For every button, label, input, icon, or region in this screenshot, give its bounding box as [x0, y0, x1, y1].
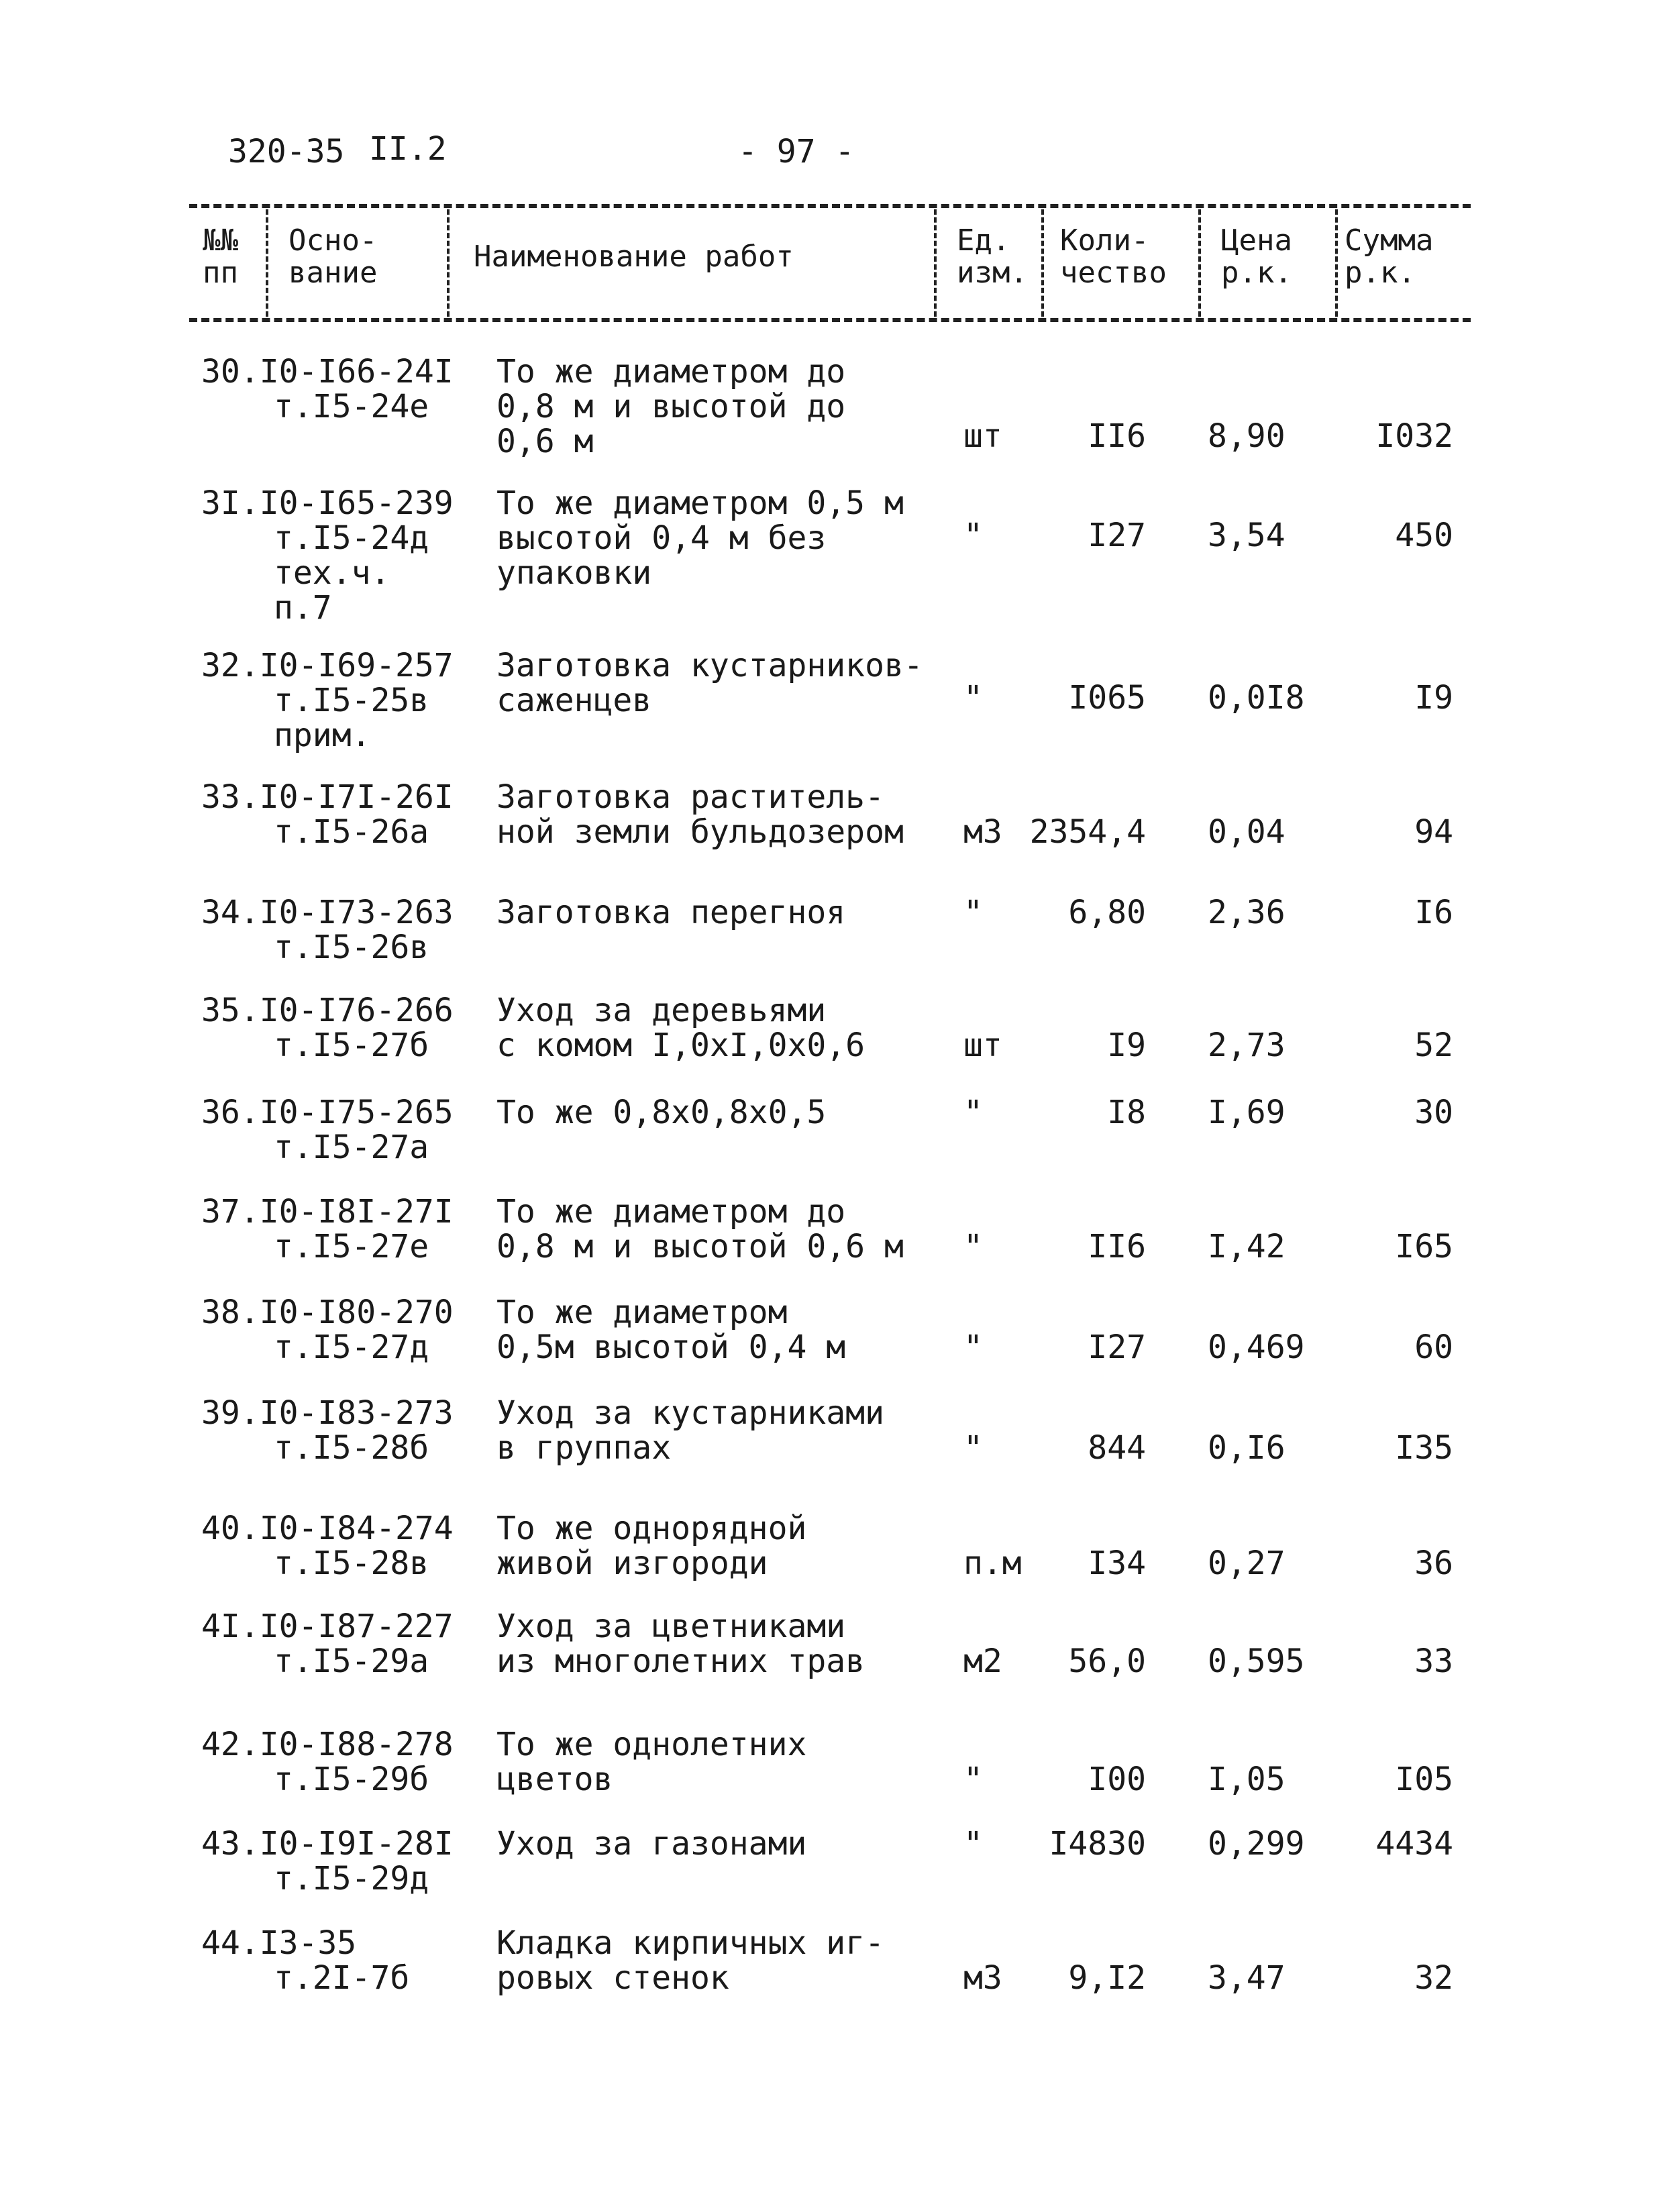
- row-work-name-line: То же однолетних: [496, 1726, 807, 1763]
- row-sum: 450: [1395, 517, 1453, 554]
- row-number-basis: 35.I0-I76-266: [201, 992, 454, 1029]
- row-unit: м3: [963, 1959, 1002, 1997]
- row-work-name-line: с комом I,0хI,0х0,6: [496, 1027, 865, 1064]
- row-basis-line: п.7: [274, 589, 332, 627]
- row-work-name-line: 0,6 м: [496, 423, 594, 460]
- row-sum: 36: [1414, 1545, 1453, 1582]
- row-number-basis: 38.I0-I80-270: [201, 1294, 454, 1331]
- row-price: 2,36: [1208, 894, 1285, 931]
- col-header-price-line2: р.к.: [1221, 256, 1292, 290]
- doc-code: 320-35: [228, 133, 345, 170]
- row-quantity: 9,I2: [1068, 1959, 1146, 1997]
- row-work-name-line: То же диаметром до: [496, 1193, 846, 1231]
- row-price: 0,299: [1208, 1825, 1305, 1863]
- row-quantity: 844: [1088, 1429, 1146, 1467]
- row-work-name-line: То же однорядной: [496, 1510, 807, 1547]
- col-header-unit-line2: изм.: [957, 256, 1028, 290]
- row-basis-line: т.I5-28в: [274, 1545, 429, 1582]
- row-price: I,42: [1208, 1228, 1285, 1265]
- row-basis-line: т.I5-26а: [274, 813, 429, 851]
- row-work-name-line: Кладка кирпичных иг-: [496, 1924, 884, 1962]
- row-unit: ": [963, 1429, 983, 1467]
- row-number-basis: 30.I0-I66-24I: [201, 353, 454, 390]
- row-quantity: I34: [1088, 1545, 1146, 1582]
- row-price: 3,47: [1208, 1959, 1285, 1997]
- col-separator: [934, 209, 937, 317]
- row-basis-line: т.I5-27а: [274, 1129, 429, 1166]
- row-work-name-line: Уход за цветниками: [496, 1608, 846, 1645]
- row-number-basis: 40.I0-I84-274: [201, 1510, 454, 1547]
- row-unit: шт: [963, 1027, 1002, 1064]
- row-quantity: I8: [1107, 1094, 1146, 1131]
- row-basis-line: т.I5-29д: [274, 1860, 429, 1897]
- row-quantity: I27: [1088, 517, 1146, 554]
- row-work-name-line: 0,5м высотой 0,4 м: [496, 1329, 846, 1366]
- row-basis-line: т.2I-7б: [274, 1959, 410, 1997]
- row-work-name-line: 0,8 м и высотой 0,6 м: [496, 1228, 904, 1265]
- row-work-name-line: Заготовка раститель-: [496, 778, 884, 816]
- row-work-name-line: высотой 0,4 м без: [496, 519, 827, 557]
- row-work-name-line: ной земли бульдозером: [496, 813, 904, 851]
- row-unit: ": [963, 679, 983, 717]
- row-basis-line: т.I5-27б: [274, 1027, 429, 1064]
- row-work-name-line: из многолетних трав: [496, 1643, 865, 1680]
- row-work-name-line: То же диаметром до: [496, 353, 846, 390]
- table-header-rule: [189, 318, 1471, 322]
- row-price: 0,595: [1208, 1643, 1305, 1680]
- row-quantity: I9: [1107, 1027, 1146, 1064]
- row-work-name-line: То же диаметром 0,5 м: [496, 484, 904, 522]
- row-basis-line: т.I5-24е: [274, 388, 429, 425]
- col-header-unit-line1: Ед.: [957, 223, 1010, 258]
- col-header-name: Наименование работ: [474, 240, 794, 274]
- row-number-basis: 33.I0-I7I-26I: [201, 778, 454, 816]
- row-basis-line: т.I5-24д: [274, 519, 429, 557]
- row-sum: I35: [1395, 1429, 1453, 1467]
- row-work-name-line: 0,8 м и высотой до: [496, 388, 846, 425]
- row-number-basis: 42.I0-I88-278: [201, 1726, 454, 1763]
- col-header-basis-line1: Осно-: [288, 223, 378, 258]
- row-price: 0,469: [1208, 1329, 1305, 1366]
- row-price: I,05: [1208, 1761, 1285, 1798]
- row-quantity: I4830: [1049, 1825, 1146, 1863]
- row-unit: ": [963, 1825, 983, 1863]
- row-sum: I032: [1375, 417, 1453, 455]
- row-price: I,69: [1208, 1094, 1285, 1131]
- row-quantity: 6,80: [1068, 894, 1146, 931]
- row-number-basis: 4I.I0-I87-227: [201, 1608, 454, 1645]
- col-header-basis-line2: вание: [288, 256, 378, 290]
- table-top-rule: [189, 204, 1471, 208]
- col-separator: [447, 209, 450, 317]
- row-work-name-line: цветов: [496, 1761, 613, 1798]
- row-basis-line: т.I5-29а: [274, 1643, 429, 1680]
- row-quantity: I27: [1088, 1329, 1146, 1366]
- row-work-name-line: Заготовка кустарников-: [496, 647, 923, 684]
- row-unit: ": [963, 517, 983, 554]
- row-basis-line: т.I5-28б: [274, 1429, 429, 1467]
- row-quantity: 2354,4: [1029, 813, 1146, 851]
- row-unit: ": [963, 1094, 983, 1131]
- row-number-basis: 32.I0-I69-257: [201, 647, 454, 684]
- row-price: 8,90: [1208, 417, 1285, 455]
- row-price: 0,0I8: [1208, 679, 1305, 717]
- row-unit: ": [963, 1329, 983, 1366]
- row-quantity: I065: [1068, 679, 1146, 717]
- row-unit: шт: [963, 417, 1002, 455]
- row-number-basis: 37.I0-I8I-27I: [201, 1193, 454, 1231]
- row-sum: 94: [1414, 813, 1453, 851]
- row-unit: ": [963, 1761, 983, 1798]
- row-price: 0,I6: [1208, 1429, 1285, 1467]
- col-separator: [1041, 209, 1044, 317]
- row-work-name-line: живой изгороди: [496, 1545, 768, 1582]
- row-work-name-line: упаковки: [496, 554, 652, 592]
- row-number-basis: 43.I0-I9I-28I: [201, 1825, 454, 1863]
- page-number: - 97 -: [738, 133, 855, 170]
- row-sum: 52: [1414, 1027, 1453, 1064]
- row-basis-line: т.I5-26в: [274, 929, 429, 966]
- row-number-basis: 44.I3-35: [201, 1924, 357, 1962]
- col-header-price-line1: Цена: [1221, 223, 1292, 258]
- row-number-basis: 39.I0-I83-273: [201, 1394, 454, 1432]
- row-work-name-line: Уход за газонами: [496, 1825, 807, 1863]
- row-basis-line: тех.ч.: [274, 554, 390, 592]
- row-basis-line: прим.: [274, 717, 371, 754]
- row-price: 0,04: [1208, 813, 1285, 851]
- row-work-name-line: Уход за кустарниками: [496, 1394, 884, 1432]
- col-header-no-line1: №№: [203, 223, 238, 258]
- row-price: 3,54: [1208, 517, 1285, 554]
- row-sum: I6: [1414, 894, 1453, 931]
- row-work-name-line: ровых стенок: [496, 1959, 729, 1997]
- row-work-name-line: саженцев: [496, 682, 652, 719]
- row-sum: 32: [1414, 1959, 1453, 1997]
- row-quantity: II6: [1088, 1228, 1146, 1265]
- row-sum: I65: [1395, 1228, 1453, 1265]
- row-number-basis: 36.I0-I75-265: [201, 1094, 454, 1131]
- row-work-name-line: То же диаметром: [496, 1294, 788, 1331]
- col-separator: [1198, 209, 1201, 317]
- row-number-basis: 34.I0-I73-263: [201, 894, 454, 931]
- col-separator: [1335, 209, 1338, 317]
- row-basis-line: т.I5-27д: [274, 1329, 429, 1366]
- row-unit: м2: [963, 1643, 1002, 1680]
- col-header-qty-line2: чество: [1060, 256, 1167, 290]
- col-header-sum-line1: Сумма: [1345, 223, 1434, 258]
- row-work-name-line: в группах: [496, 1429, 672, 1467]
- row-unit: ": [963, 1228, 983, 1265]
- col-header-sum-line2: р.к.: [1345, 256, 1416, 290]
- row-sum: 60: [1414, 1329, 1453, 1366]
- row-quantity: II6: [1088, 417, 1146, 455]
- row-price: 2,73: [1208, 1027, 1285, 1064]
- row-quantity: 56,0: [1068, 1643, 1146, 1680]
- row-unit: м3: [963, 813, 1002, 851]
- row-work-name-line: То же 0,8х0,8х0,5: [496, 1094, 827, 1131]
- row-basis-line: т.I5-29б: [274, 1761, 429, 1798]
- col-header-qty-line1: Коли-: [1060, 223, 1149, 258]
- row-sum: I9: [1414, 679, 1453, 717]
- row-sum: 30: [1414, 1094, 1453, 1131]
- row-number-basis: 3I.I0-I65-239: [201, 484, 454, 522]
- row-unit: ": [963, 894, 983, 931]
- row-basis-line: т.I5-25в: [274, 682, 429, 719]
- row-work-name-line: Заготовка перегноя: [496, 894, 846, 931]
- row-unit: п.м: [963, 1545, 1022, 1582]
- col-header-no-line2: пп: [203, 256, 238, 290]
- row-sum: 33: [1414, 1643, 1453, 1680]
- row-work-name-line: Уход за деревьями: [496, 992, 827, 1029]
- row-basis-line: т.I5-27е: [274, 1228, 429, 1265]
- row-price: 0,27: [1208, 1545, 1285, 1582]
- section-number: II.2: [369, 130, 447, 168]
- col-separator: [266, 209, 268, 317]
- row-quantity: I00: [1088, 1761, 1146, 1798]
- row-sum: 4434: [1375, 1825, 1453, 1863]
- row-sum: I05: [1395, 1761, 1453, 1798]
